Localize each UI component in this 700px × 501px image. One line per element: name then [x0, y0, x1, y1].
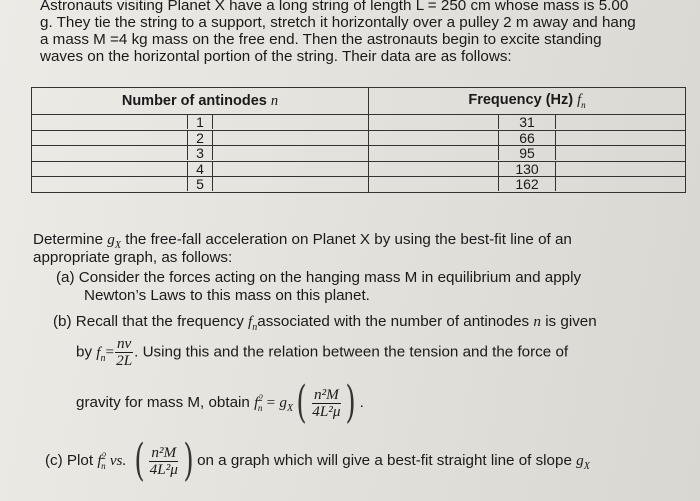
table-cell-n: 2	[187, 131, 213, 145]
table-cell-f: 162	[498, 177, 556, 191]
intro-line-2: g. They tie the string to a support, stretch it horizontally over a pulley 2 m away and hang	[40, 14, 636, 31]
table-row	[32, 130, 686, 146]
task-c-line: (c) Plot $f^2_n$ vs. ( $\frac{\text{n²M}}{\text{4L²μ}}$ ) on a graph which will give a best-fit straight line of slope $g_X$	[45, 435, 590, 486]
task-b-line-2: by $f_n=$ $\frac{nv}{2L}$ . Using this and the relation between the tension and the force of	[76, 335, 569, 369]
table-row	[32, 146, 686, 162]
task-line-2: appropriate graph, as follows:	[33, 249, 233, 266]
gx-symbol: $g_X$	[107, 231, 121, 252]
header-n-symbol: n	[270, 92, 279, 109]
table-cell-f: 95	[498, 146, 556, 160]
table-cell-f: 31	[498, 115, 556, 129]
table-cell-n: 3	[187, 146, 213, 160]
table-cell-f: 130	[498, 162, 556, 176]
fraction-nv-2l: $\frac{nv}{2L}$	[116, 335, 133, 369]
gx-slope: $g_X$	[576, 452, 590, 473]
intro-line-1: Astronauts visiting Planet X have a long string of length L = 250 cm whose mass is 5.00	[40, 0, 629, 14]
intro-line-3: a mass M =4 kg mass on the free end. Then the astronauts begin to excite standing	[40, 31, 602, 48]
fn-equation-lhs: $f_n$	[96, 343, 106, 364]
paren-fraction-b: ( $\frac{\text{n²M}}{\text{4L²μ}}$ )	[296, 377, 357, 428]
table-cell-n: 4	[187, 162, 213, 176]
gx-coefficient: $g_X$	[279, 394, 294, 415]
paren-fraction-c: ( $\frac{\text{n²M}}{\text{4L²μ}}$ )	[133, 435, 194, 486]
table-cell-f: 66	[498, 131, 556, 145]
header-antinodes: Number of antinodes n	[32, 88, 369, 115]
intro-line-4: waves on the horizontal portion of the string. Their data are as follows:	[40, 48, 512, 65]
table-header-row	[32, 88, 686, 115]
table-row	[32, 177, 686, 193]
task-b-line-1: (b) Recall that the frequency $f_nassociated$ with the number of antinodes n is given	[53, 313, 597, 334]
task-a-line-2: Newton’s Laws to this mass on this planet.	[84, 287, 370, 304]
table-cell-n: 1	[187, 115, 213, 129]
task-determine-line: Determine $g_X$ the free-fall acceleration on Planet X by using the best-fit line of an	[33, 231, 572, 252]
header-f-symbol: $f_n$	[577, 92, 586, 110]
table-cell-n: 5	[187, 177, 213, 191]
task-b-line-3: gravity for mass M, obtain $f^2_n = g_X$ ( $\frac{\text{n²M}}{\text{4L²μ}}$ ) .	[76, 377, 364, 428]
fn-squared: $f^2_n$	[254, 392, 263, 414]
header-frequency: Frequency (Hz) $f_n$	[369, 88, 686, 115]
task-a-line-1: (a) Consider the forces acting on the hanging mass M in equilibrium and apply	[56, 269, 582, 286]
data-table	[31, 87, 686, 193]
n-symbol: n	[533, 313, 541, 330]
fn-squared-c: $f^2_n$	[97, 450, 107, 472]
table-row	[32, 115, 686, 131]
table-row	[32, 161, 686, 177]
fn-symbol: $f_n$	[248, 313, 258, 334]
